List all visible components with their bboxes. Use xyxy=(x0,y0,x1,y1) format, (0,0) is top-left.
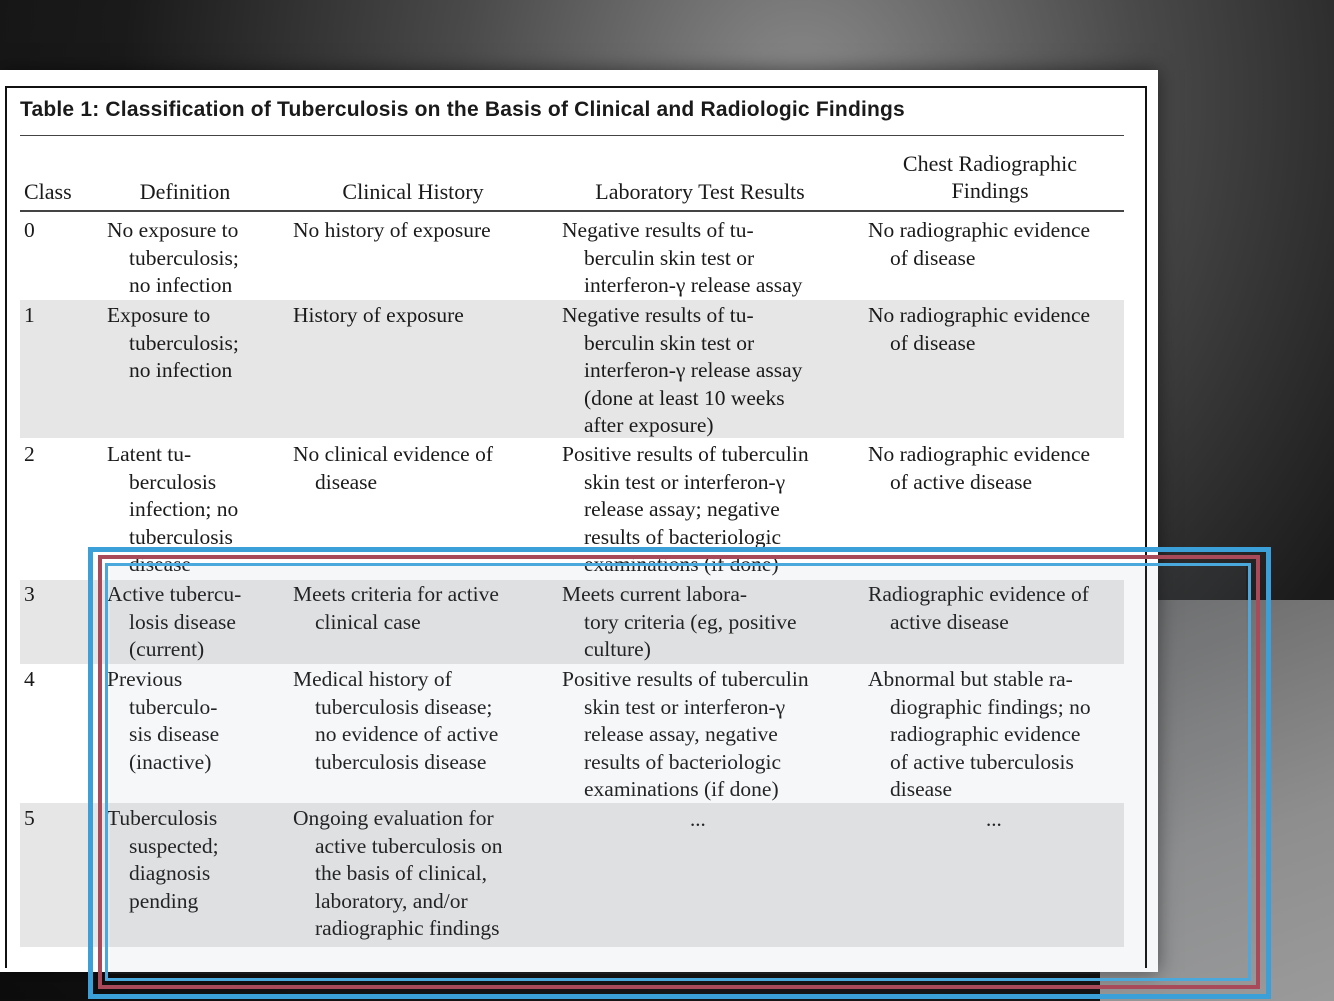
cell-history: No history of exposure xyxy=(293,218,491,242)
cell-lab: ... xyxy=(690,807,706,831)
cell-cxr: Radiographic evidence of active disease xyxy=(868,582,1089,634)
table-row xyxy=(20,441,1124,576)
cell-definition: Previous tuberculo- sis disease (inactive) xyxy=(107,667,220,774)
cell-definition: Exposure to tuberculosis; no infection xyxy=(107,303,239,382)
cell-lab: Negative results of tu- berculin skin test or interferon-γ release assay xyxy=(562,218,803,297)
cell-class: 0 xyxy=(24,218,35,242)
cell-history: History of exposure xyxy=(293,303,464,327)
header-rule xyxy=(20,210,1124,212)
cell-history: Medical history of tuberculosis disease; no evidence of active tuberculosis disease xyxy=(293,667,499,774)
cell-cxr: No radiographic evidence of disease xyxy=(868,303,1091,355)
cell-cxr: Abnormal but stable ra- diographic findings; no radiographic evidence of active tuberculosis disease xyxy=(868,667,1091,801)
cell-class: 5 xyxy=(24,806,35,830)
header-class: Class xyxy=(24,179,72,204)
cell-history: Meets criteria for active clinical case xyxy=(293,582,499,634)
header-cxr-line1: Chest Radiographic xyxy=(902,151,1078,176)
cell-cxr: No radiographic evidence of active disease xyxy=(868,442,1091,494)
table-title: Table 1: Classification of Tuberculosis on the Basis of Clinical and Radiologic Findings xyxy=(20,98,905,121)
cell-lab: Negative results of tu- berculin skin test or interferon-γ release assay (done at least 10 weeks after exposure) xyxy=(562,303,803,437)
cell-definition: Latent tu- berculosis infection; no tuberculosis disease xyxy=(107,442,239,576)
header-clinical-history: Clinical History xyxy=(342,179,484,204)
header-cxr-line2: Findings xyxy=(951,178,1029,203)
cell-lab: Positive results of tuberculin skin test or interferon-γ release assay, negative results of bacteriologic examinations (if done) xyxy=(562,667,809,801)
cell-class: 4 xyxy=(24,667,35,691)
cell-definition: No exposure to tuberculosis; no infection xyxy=(107,218,239,297)
cell-class: 1 xyxy=(24,303,35,327)
header-definition: Definition xyxy=(139,179,231,204)
header-cxr xyxy=(870,150,1110,204)
cell-lab: Meets current labora- tory criteria (eg, positive culture) xyxy=(562,582,797,661)
highlight-frame-inner xyxy=(105,563,1251,981)
header-lab-results: Laboratory Test Results xyxy=(595,179,805,204)
cell-definition: Active tubercu- losis disease (current) xyxy=(107,582,242,661)
cell-cxr: No radiographic evidence of disease xyxy=(868,218,1091,270)
cell-cxr: ... xyxy=(986,807,1002,831)
cell-history: No clinical evidence of disease xyxy=(293,442,493,494)
cell-history: Ongoing evaluation for active tuberculosis on the basis of clinical, laboratory, and/or radiographic findings xyxy=(293,806,503,940)
title-rule xyxy=(20,135,1124,136)
cell-lab: Positive results of tuberculin skin test or interferon-γ release assay; negative results of bacteriologic examinations (if done) xyxy=(562,442,809,576)
cell-class: 2 xyxy=(24,442,35,466)
cell-definition: Tuberculosis suspected; diagnosis pending xyxy=(107,806,219,913)
cell-class: 3 xyxy=(24,582,35,606)
